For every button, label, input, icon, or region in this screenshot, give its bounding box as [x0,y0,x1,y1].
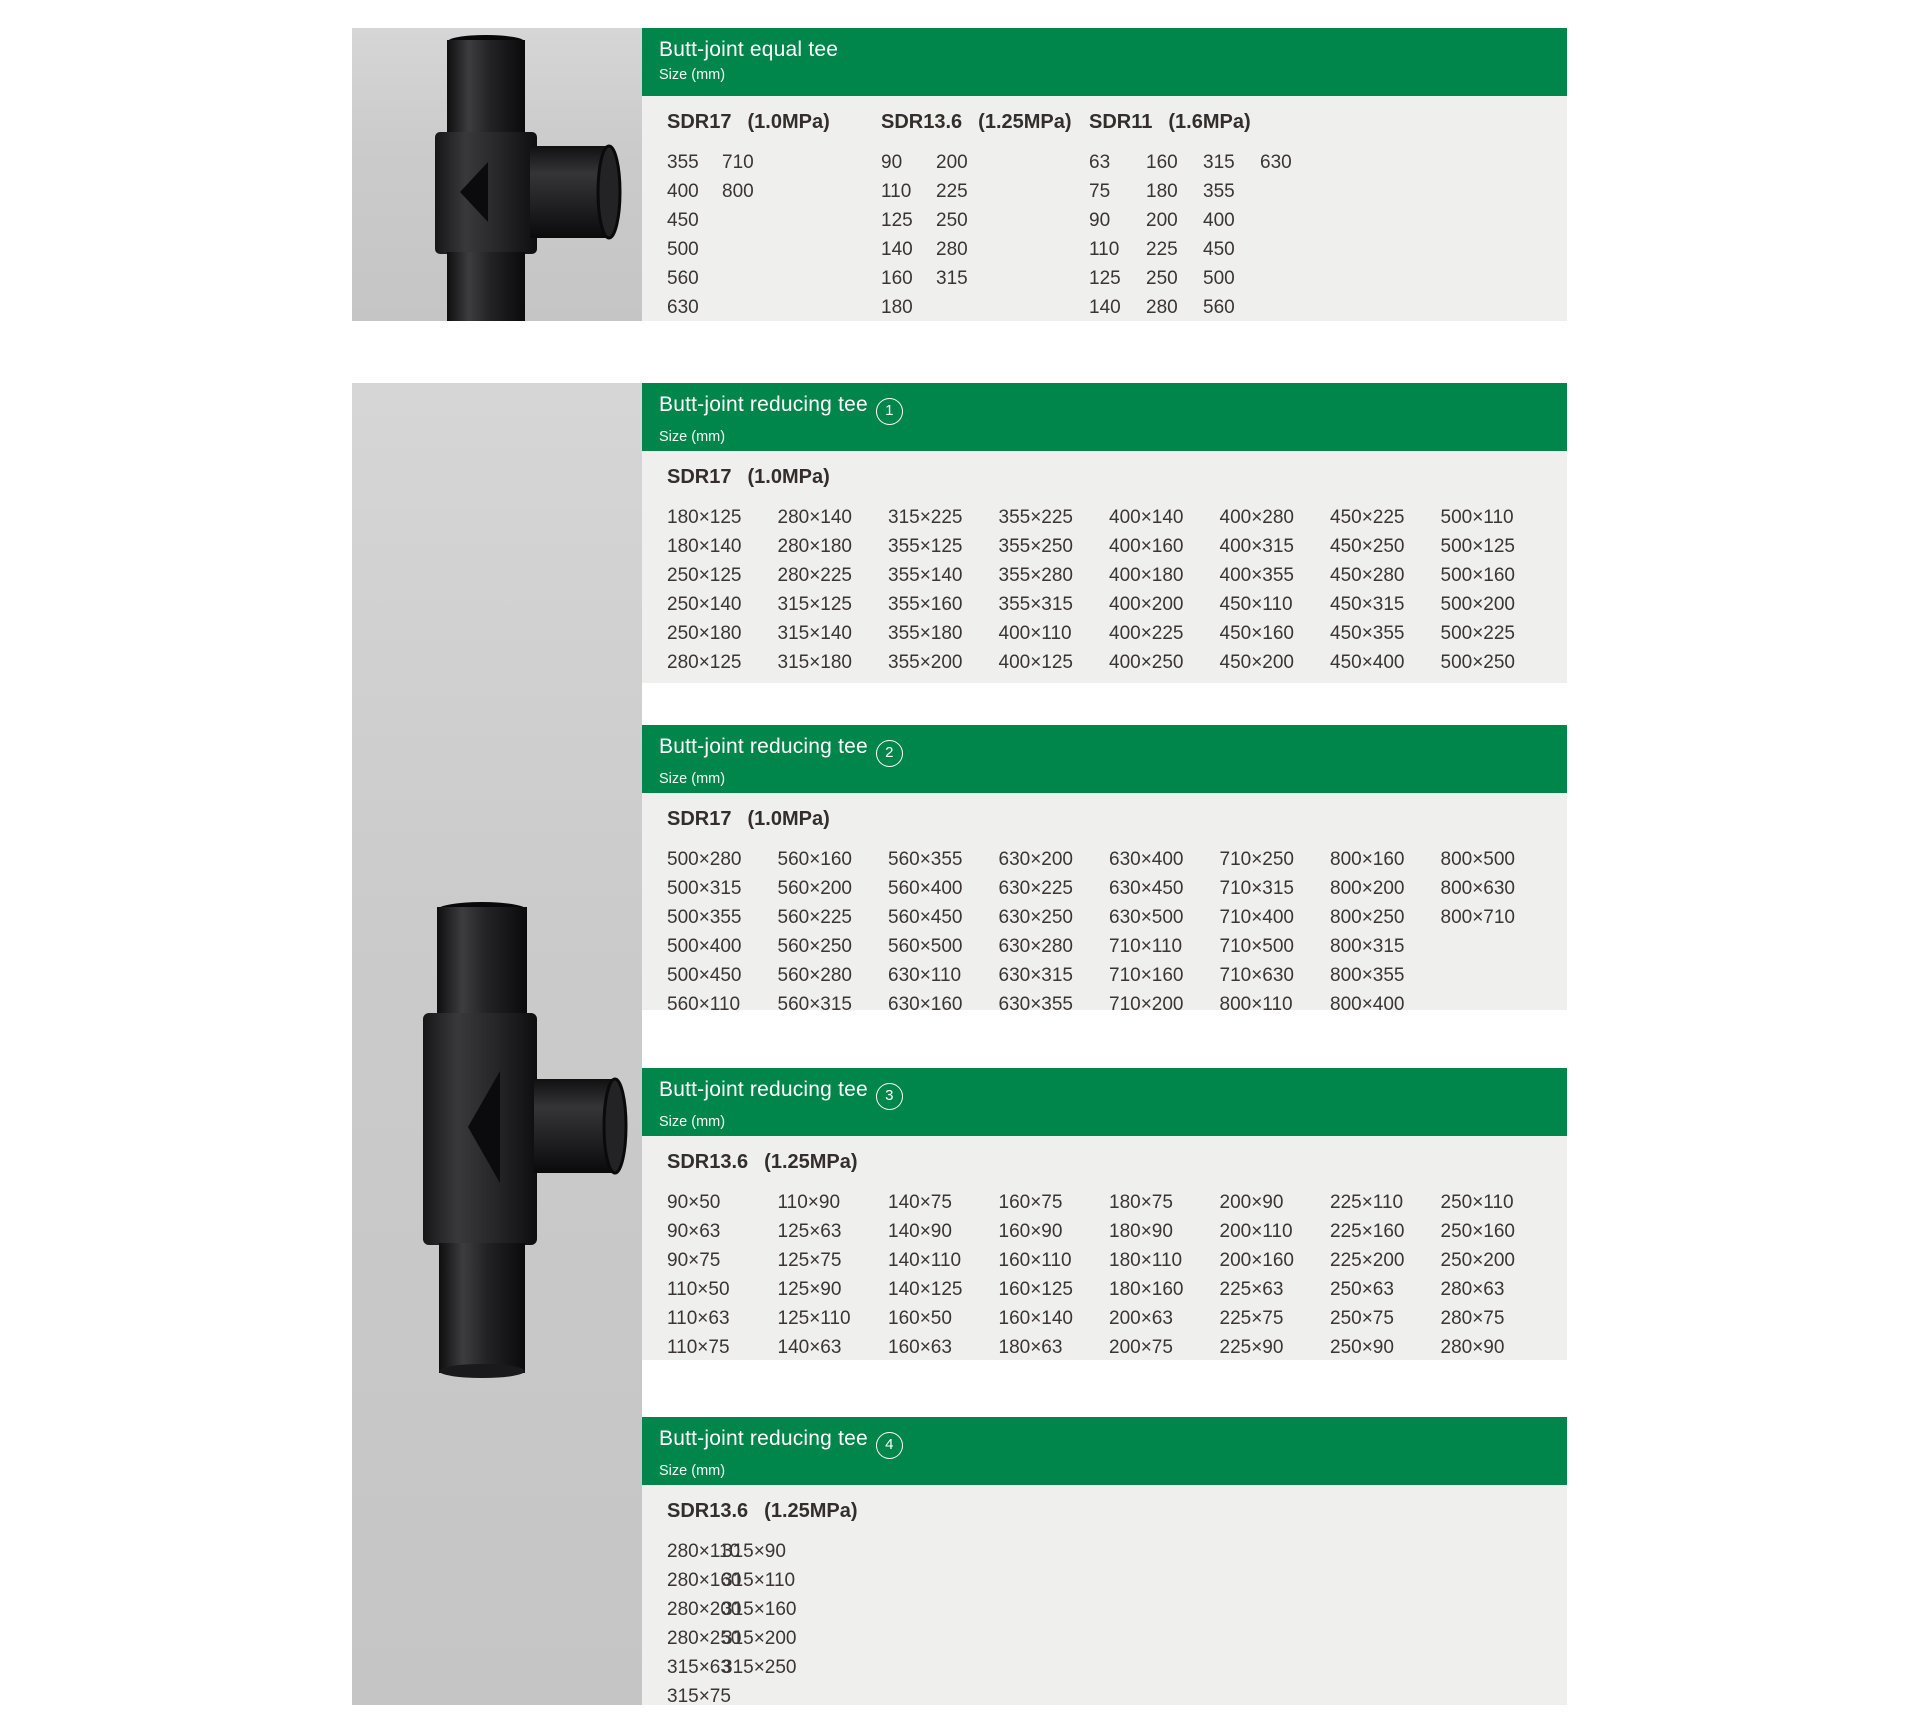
size-grid [667,1537,1567,1711]
size-cell: 110×75 [667,1336,730,1358]
size-cell: 500×280 [667,848,742,870]
size-cell: 225×160 [1330,1220,1405,1242]
table-row [667,1624,1567,1653]
size-cell: 140 [881,238,913,260]
size-cell: 560×450 [888,906,963,928]
size-cell: 250×200 [1440,1249,1515,1271]
size-cell: 800×400 [1330,993,1405,1015]
size-cell: 280×250 [667,1627,742,1649]
size-cell: 315×110 [722,1569,796,1591]
size-cell: 125×63 [777,1220,842,1242]
section-reducing-tee-1 [642,383,1567,683]
spec-header: SDR13.6 (1.25MPa) [667,1500,858,1522]
size-cell: 800×110 [1219,993,1293,1015]
spec-group-sdr11 [1089,108,1317,322]
size-table [642,1136,1567,1360]
size-cell: 280×63 [1440,1278,1505,1300]
table-row [667,503,1567,532]
size-cell: 315×180 [777,651,852,673]
size-cell: 280×200 [667,1598,742,1620]
size-cell: 710×315 [1219,877,1294,899]
size-cell: 800×200 [1330,877,1405,899]
size-grid [667,1188,1567,1362]
size-cell: 315×225 [888,506,963,528]
table-row [881,148,1072,177]
size-cell: 160×63 [888,1336,952,1358]
spec-group-sdr17 [667,108,830,322]
size-cell: 280 [1146,296,1178,318]
size-cell: 800×250 [1330,906,1405,928]
size-cell: 180×110 [1109,1249,1183,1271]
size-cell: 500×110 [1440,506,1514,528]
size-cell: 160 [1146,151,1178,173]
size-cell: 400×110 [998,622,1072,644]
size-cell: 225×110 [1330,1191,1404,1213]
section-header [642,28,1567,96]
spec-header: SDR17 (1.0MPa) [667,111,830,133]
section-reducing-tee-3 [642,1068,1567,1360]
size-cell: 225×63 [1219,1278,1284,1300]
table-row [667,148,830,177]
section-equal-tee [642,28,1567,321]
size-cell: 450×225 [1330,506,1405,528]
size-cell: 280×90 [1440,1336,1505,1358]
size-cell: 560×200 [777,877,852,899]
size-cell: 630×500 [1109,906,1184,928]
size-cell: 225 [1146,238,1178,260]
table-row [667,1566,1567,1595]
size-cell: 500×315 [667,877,742,899]
size-cell: 710×630 [1219,964,1294,986]
size-grid [667,503,1567,677]
reducing-tee-illustration [352,383,642,1705]
size-cell: 200×63 [1109,1307,1173,1329]
size-cell: 560×355 [888,848,963,870]
size-cell: 630×110 [888,964,962,986]
size-table [642,1485,1567,1705]
size-cell: 90×75 [667,1249,721,1271]
reducing-tee-photo [352,383,642,1705]
size-cell: 355×280 [998,564,1073,586]
size-cell: 630×450 [1109,877,1184,899]
size-cell: 280×180 [777,535,852,557]
size-cell: 450×315 [1330,593,1405,615]
size-cell: 250×125 [667,564,742,586]
size-cell: 180×125 [667,506,742,528]
table-row [667,1595,1567,1624]
size-cell: 500×355 [667,906,742,928]
table-row [1089,235,1317,264]
size-cell: 450 [667,209,699,231]
table-row [667,1333,1567,1362]
size-cell: 160×75 [998,1191,1063,1213]
size-cell: 630×160 [888,993,963,1015]
size-cell: 400×225 [1109,622,1184,644]
size-cell: 180 [1146,180,1178,202]
table-row [667,990,1567,1019]
size-cell: 315×125 [777,593,852,615]
size-cell: 630×225 [998,877,1073,899]
table-row [667,1188,1567,1217]
size-cell: 225×200 [1330,1249,1405,1271]
size-cell: 250 [936,209,968,231]
size-cell: 500 [667,238,699,260]
section-subtitle: Size (mm) [659,770,726,787]
size-cell: 110×50 [667,1278,730,1300]
size-cell: 200×160 [1219,1249,1294,1271]
table-row [667,177,830,206]
size-cell: 560×250 [777,935,852,957]
size-cell: 450×250 [1330,535,1405,557]
size-cell: 355×140 [888,564,963,586]
size-cell: 315×160 [722,1598,797,1620]
size-cell: 75 [1089,180,1111,202]
size-cell: 500×160 [1440,564,1515,586]
size-cell: 400×125 [998,651,1073,673]
size-cell: 90×63 [667,1220,721,1242]
size-cell: 355 [667,151,699,173]
section-reducing-tee-2 [642,725,1567,1015]
size-cell: 800×500 [1440,848,1515,870]
size-cell: 180×75 [1109,1191,1173,1213]
size-cell: 630 [1260,151,1292,173]
size-cell: 560×400 [888,877,963,899]
size-cell: 200 [1146,209,1178,231]
size-cell: 280×110 [667,1540,741,1562]
size-cell: 800×630 [1440,877,1515,899]
size-cell: 400×280 [1219,506,1294,528]
table-row [667,1304,1567,1333]
size-cell: 110 [881,180,912,202]
table-row [881,235,1072,264]
table-row [667,1653,1567,1682]
size-cell: 560×160 [777,848,852,870]
table-row [667,1275,1567,1304]
spec-header: SDR17 (1.0MPa) [667,808,830,830]
equal-tee-photo [352,28,642,321]
size-cell: 180×140 [667,535,742,557]
size-cell: 315×75 [667,1685,731,1707]
table-row [667,932,1567,961]
size-cell: 280×125 [667,651,742,673]
size-cell: 90 [881,151,903,173]
section-title: Butt-joint reducing tee 4 [659,1426,1567,1459]
size-cell: 140×110 [888,1249,962,1271]
section-header [642,1068,1567,1136]
table-row [667,590,1567,619]
size-cell: 160×90 [998,1220,1063,1242]
size-cell: 140 [1089,296,1121,318]
section-subtitle: Size (mm) [659,67,726,83]
size-cell: 560×315 [777,993,852,1015]
size-cell: 500×250 [1440,651,1515,673]
section-header [642,1417,1567,1485]
table-row [667,235,830,264]
size-cell: 560×110 [667,993,741,1015]
table-row [1089,148,1317,177]
section-subtitle: Size (mm) [659,1462,726,1479]
size-cell: 450×400 [1330,651,1405,673]
size-cell: 315×140 [777,622,852,644]
table-row [667,903,1567,932]
size-table [642,451,1567,683]
size-cell: 63 [1089,151,1111,173]
table-row [1089,177,1317,206]
table-row [667,648,1567,677]
size-cell: 500×125 [1440,535,1515,557]
size-cell: 500×225 [1440,622,1515,644]
size-cell: 710×250 [1219,848,1294,870]
table-row [1089,206,1317,235]
size-cell: 500 [1203,267,1235,289]
circled-number-badge: 2 [876,740,903,767]
size-cell: 355×225 [998,506,1073,528]
size-cell: 450×160 [1219,622,1294,644]
section-header [642,725,1567,793]
size-cell: 250 [1146,267,1178,289]
section-reducing-tee-4 [642,1417,1567,1705]
size-cell: 800×355 [1330,964,1405,986]
table-row [667,619,1567,648]
size-cell: 560×225 [777,906,852,928]
size-cell: 160×140 [998,1307,1073,1329]
size-cell: 140×125 [888,1278,963,1300]
table-row [667,206,830,235]
size-cell: 280×140 [777,506,852,528]
circled-number-badge: 4 [876,1432,903,1459]
size-cell: 355×250 [998,535,1073,557]
size-cell: 315×63 [667,1656,731,1678]
size-cell: 630×250 [998,906,1073,928]
size-cell: 280×160 [667,1569,742,1591]
size-cell: 225×90 [1219,1336,1284,1358]
circled-number-badge: 3 [876,1083,903,1110]
size-cell: 560×280 [777,964,852,986]
size-cell: 250×75 [1330,1307,1394,1329]
table-row [881,177,1072,206]
size-table [642,793,1567,1015]
size-grid [667,845,1567,1019]
table-row [881,264,1072,293]
table-row [667,1682,1567,1711]
size-cell: 630×280 [998,935,1073,957]
spec-header: SDR13.6 (1.25MPa) [881,111,1072,133]
table-row [667,874,1567,903]
size-cell: 110×90 [777,1191,841,1213]
size-cell: 125 [1089,267,1121,289]
size-cell: 140×63 [777,1336,842,1358]
size-cell: 400×200 [1109,593,1184,615]
size-cell: 400 [1203,209,1235,231]
table-row [667,532,1567,561]
size-cell: 710 [722,151,754,173]
table-row [1089,293,1317,322]
size-cell: 355×160 [888,593,963,615]
table-row [667,264,830,293]
size-grid [667,148,830,322]
size-cell: 315×200 [722,1627,797,1649]
size-cell: 250×140 [667,593,742,615]
size-cell: 200×110 [1219,1220,1293,1242]
table-row [1089,264,1317,293]
size-cell: 450×200 [1219,651,1294,673]
size-cell: 225 [936,180,968,202]
size-cell: 500×450 [667,964,742,986]
section-title: Butt-joint equal tee [659,38,839,61]
spec-header: SDR17 (1.0MPa) [667,466,830,488]
size-cell: 250×90 [1330,1336,1394,1358]
size-cell: 400×160 [1109,535,1184,557]
size-cell: 560×500 [888,935,963,957]
size-cell: 400×315 [1219,535,1294,557]
size-cell: 800×710 [1440,906,1515,928]
size-cell: 560 [667,267,699,289]
size-cell: 250×63 [1330,1278,1394,1300]
size-cell: 200×90 [1219,1191,1284,1213]
size-cell: 140×75 [888,1191,952,1213]
size-cell: 125×110 [777,1307,851,1329]
size-cell: 280×75 [1440,1307,1505,1329]
size-cell: 280 [936,238,968,260]
table-row [881,206,1072,235]
size-cell: 450 [1203,238,1235,260]
size-cell: 400×140 [1109,506,1184,528]
section-subtitle: Size (mm) [659,1113,726,1130]
size-cell: 710×500 [1219,935,1294,957]
spec-header: SDR11 (1.6MPa) [1089,111,1251,133]
size-cell: 125×90 [777,1278,842,1300]
size-cell: 355×180 [888,622,963,644]
size-cell: 630×200 [998,848,1073,870]
size-cell: 630 [667,296,699,318]
size-cell: 710×110 [1109,935,1183,957]
equal-tee-illustration [352,28,642,321]
size-cell: 800×315 [1330,935,1405,957]
size-cell: 355×315 [998,593,1073,615]
size-cell: 125×75 [777,1249,842,1271]
section-subtitle: Size (mm) [659,428,726,445]
size-cell: 450×355 [1330,622,1405,644]
size-cell: 180×160 [1109,1278,1184,1300]
size-table [642,96,1567,321]
table-row [667,1246,1567,1275]
spec-group-sdr13-6 [881,108,1072,322]
size-cell: 710×200 [1109,993,1184,1015]
size-cell: 630×315 [998,964,1073,986]
size-cell: 800×160 [1330,848,1405,870]
spec-header: SDR13.6 (1.25MPa) [667,1151,858,1173]
size-grid [881,148,1072,322]
size-cell: 500×200 [1440,593,1515,615]
size-cell: 280×225 [777,564,852,586]
table-row [667,1217,1567,1246]
size-cell: 560 [1203,296,1235,318]
size-cell: 160×50 [888,1307,952,1329]
size-cell: 180 [881,296,913,318]
size-cell: 315 [1203,151,1235,173]
section-header [642,383,1567,451]
size-cell: 200 [936,151,968,173]
size-cell: 180×63 [998,1336,1063,1358]
table-row [667,1537,1567,1566]
size-cell: 355×200 [888,651,963,673]
size-cell: 355×125 [888,535,963,557]
size-cell: 710×400 [1219,906,1294,928]
table-row [667,293,830,322]
size-cell: 90×50 [667,1191,721,1213]
size-cell: 225×75 [1219,1307,1284,1329]
size-cell: 160×110 [998,1249,1072,1271]
table-row [667,845,1567,874]
size-cell: 250×180 [667,622,742,644]
size-grid [1089,148,1317,322]
size-cell: 630×400 [1109,848,1184,870]
size-cell: 400 [667,180,699,202]
size-cell: 110×63 [667,1307,730,1329]
size-cell: 250×160 [1440,1220,1515,1242]
table-row [667,961,1567,990]
size-cell: 140×90 [888,1220,952,1242]
size-cell: 200×75 [1109,1336,1173,1358]
size-cell: 500×400 [667,935,742,957]
size-cell: 315 [936,267,968,289]
section-title: Butt-joint reducing tee 3 [659,1077,1567,1110]
table-row [667,561,1567,590]
size-cell: 450×280 [1330,564,1405,586]
table-row [881,293,1072,322]
size-cell: 800 [722,180,754,202]
size-cell: 90 [1089,209,1111,231]
section-title: Butt-joint reducing tee 1 [659,392,1567,425]
size-cell: 160×125 [998,1278,1073,1300]
size-cell: 400×355 [1219,564,1294,586]
size-cell: 160 [881,267,913,289]
size-cell: 400×250 [1109,651,1184,673]
size-cell: 315×250 [722,1656,797,1678]
size-cell: 355 [1203,180,1235,202]
circled-number-badge: 1 [876,398,903,425]
size-cell: 110 [1089,238,1120,260]
size-cell: 180×90 [1109,1220,1173,1242]
section-title: Butt-joint reducing tee 2 [659,734,1567,767]
size-cell: 630×355 [998,993,1073,1015]
size-cell: 400×180 [1109,564,1184,586]
size-cell: 125 [881,209,913,231]
size-cell: 250×110 [1440,1191,1514,1213]
size-cell: 710×160 [1109,964,1184,986]
size-cell: 315×90 [722,1540,786,1562]
size-cell: 450×110 [1219,593,1293,615]
spec-groups [667,108,1567,318]
